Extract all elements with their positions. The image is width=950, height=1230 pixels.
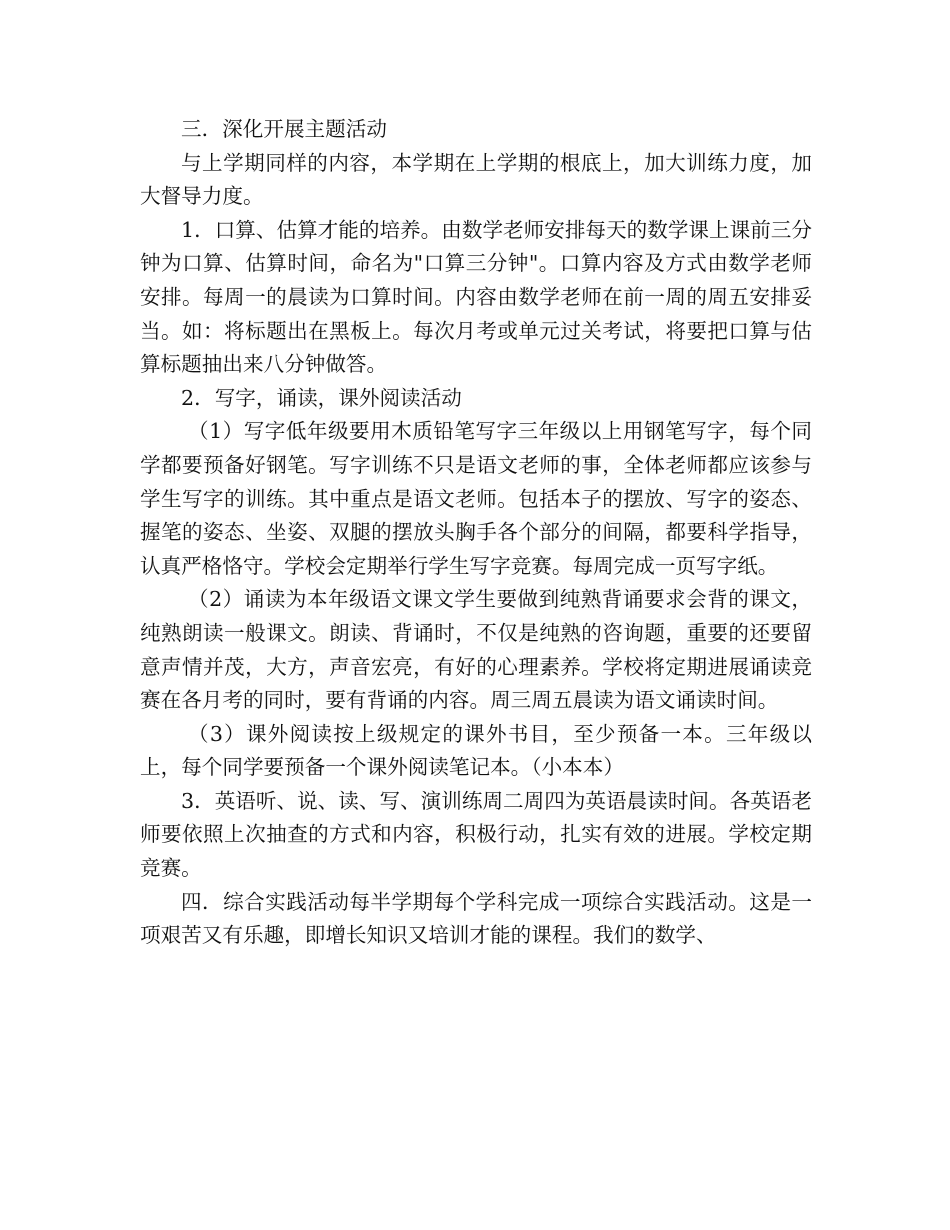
- document-body: [140, 113, 812, 953]
- paragraph-item-2-3: （3）课外阅读按上级规定的课外书目，至少预备一本。三年级以上，每个同学要预备一个课外阅读笔记本。（小本本）: [140, 721, 812, 780]
- paragraph-item-2-heading: 2．写字，诵读，课外阅读活动: [181, 385, 462, 410]
- section-heading-4: 四．综合实践活动每半学期每个学科完成一项综合实践活动。这是一项艰苦又有乐趣，即增长知识又培训才能的课程。我们的数学、: [140, 889, 812, 948]
- paragraph-item-1: 1．口算、估算才能的培养。由数学老师安排每天的数学课上课前三分钟为口算、估算时间，命名为"口算三分钟"。口算内容及方式由数学老师安排。每周一的晨读为口算时间。内容由数学老师在前一周的周五安排妥当。如：将标题出在黑板上。每次月考或单元过关考试，将要把口算与估算标题抽出来八分钟做答。: [140, 217, 812, 377]
- paragraph-item-2-1: （1）写字低年级要用木质铅笔写字三年级以上用钢笔写字，每个同学都要预备好钢笔。写字训练不只是语文老师的事，全体老师都应该参与学生写字的训练。其中重点是语文老师。包括本子的摆放、写字的姿态、握笔的姿态、坐姿、双腿的摆放头胸手各个部分的间隔，都要科学指导，认真严格恪守。学校会定期举行学生写字竞赛。每周完成一页写字纸。: [140, 419, 812, 578]
- section-heading-3: 三．深化开展主题活动: [181, 117, 387, 141]
- paragraph-intro: 与上学期同样的内容，本学期在上学期的根底上，加大训练力度，加大督导力度。: [140, 150, 812, 209]
- paragraph-item-3: 3．英语听、说、读、写、演训练周二周四为英语晨读时间。各英语老师要依照上次抽查的方式和内容，积极行动，扎实有效的进展。学校定期竞赛。: [140, 788, 812, 881]
- paragraph-item-2-2: （2）诵读为本年级语文课文学生要做到纯熟背诵要求会背的课文，纯熟朗读一般课文。朗读、背诵时，不仅是纯熟的咨询题，重要的还要留意声情并茂，大方，声音宏亮，有好的心理素养。学校将定期进展诵读竞赛在各月考的同时，要有背诵的内容。周三周五晨读为语文诵读时间。: [140, 587, 812, 713]
